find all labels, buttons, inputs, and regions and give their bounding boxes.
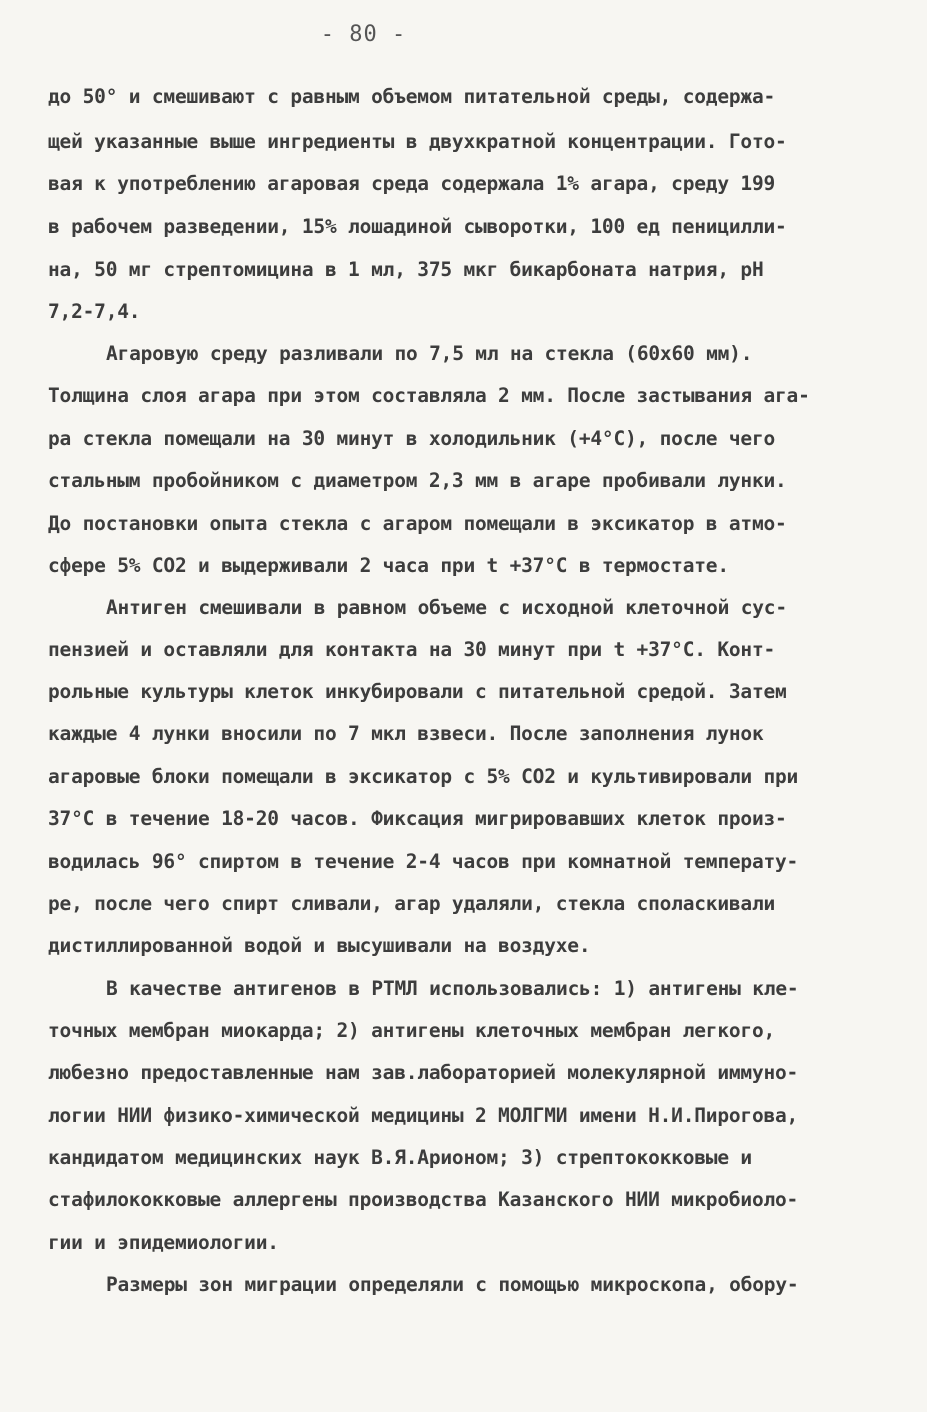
- text-line: любезно предоставленные нам зав.лабораторией молекулярной иммуно-: [48, 1061, 799, 1084]
- text-line: стафилококковые аллергены производства Казанского НИИ микробиоло-: [48, 1188, 799, 1211]
- text-line: логии НИИ физико-химической медицины 2 МОЛГМИ имени Н.И.Пирогова,: [48, 1104, 799, 1127]
- text-line: кандидатом медицинских наук В.Я.Арионом; 3) стрептококковые и: [48, 1146, 752, 1169]
- text-line: 37°С в течение 18-20 часов. Фиксация мигрировавших клеток произ-: [48, 807, 787, 830]
- text-line: Толщина слоя агара при этом составляла 2 мм. После застывания ага-: [48, 384, 810, 407]
- text-line: 7,2-7,4.: [48, 300, 141, 323]
- text-line: вая к употреблению агаровая среда содержала 1% агара, среду 199: [48, 172, 776, 195]
- text-line: каждые 4 лунки вносили по 7 мкл взвеси. После заполнения лунок: [48, 722, 764, 745]
- text-line: рольные культуры клеток инкубировали с питательной средой. Затем: [48, 680, 787, 703]
- text-line: пензией и оставляли для контакта на 30 минут при t +37°С. Конт-: [48, 638, 776, 661]
- text-line: точных мембран миокарда; 2) антигены клеточных мембран легкого,: [48, 1019, 776, 1042]
- text-line: ре, после чего спирт сливали, агар удаляли, стекла споласкивали: [48, 892, 776, 915]
- text-line: дистиллированной водой и высушивали на воздухе.: [48, 934, 591, 957]
- text-line: Антиген смешивали в равном объеме с исходной клеточной сус-: [106, 596, 787, 619]
- text-line: до 50° и смешивают с равным объемом питательной среды, содержа-: [48, 85, 776, 108]
- text-line: ра стекла помещали на 30 минут в холодильник (+4°С), после чего: [48, 427, 776, 450]
- text-line: на, 50 мг стрептомицина в 1 мл, 375 мкг бикарбоната натрия, рН: [48, 258, 764, 281]
- text-line: агаровые блоки помещали в эксикатор с 5% СО2 и культивировали при: [48, 765, 799, 788]
- text-line: водилась 96° спиртом в течение 2-4 часов при комнатной температу-: [48, 850, 799, 873]
- text-line: Агаровую среду разливали по 7,5 мл на стекла (60х60 мм).: [106, 342, 753, 365]
- text-line: До постановки опыта стекла с агаром помещали в эксикатор в атмо-: [48, 512, 787, 535]
- text-line: В качестве антигенов в РТМЛ использовались: 1) антигены кле-: [106, 977, 799, 1000]
- text-line: Размеры зон миграции определяли с помощью микроскопа, обору-: [106, 1273, 799, 1296]
- text-line: щей указанные выше ингредиенты в двухкратной концентрации. Гото-: [48, 130, 787, 153]
- text-line: в рабочем разведении, 15% лошадиной сыворотки, 100 ед пеницилли-: [48, 215, 787, 238]
- text-line: стальным пробойником с диаметром 2,3 мм в агаре пробивали лунки.: [48, 469, 787, 492]
- text-line: гии и эпидемиологии.: [48, 1231, 279, 1254]
- page-number: - 80 -: [320, 22, 407, 47]
- text-line: сфере 5% СО2 и выдерживали 2 часа при t +37°С в термостате.: [48, 554, 729, 577]
